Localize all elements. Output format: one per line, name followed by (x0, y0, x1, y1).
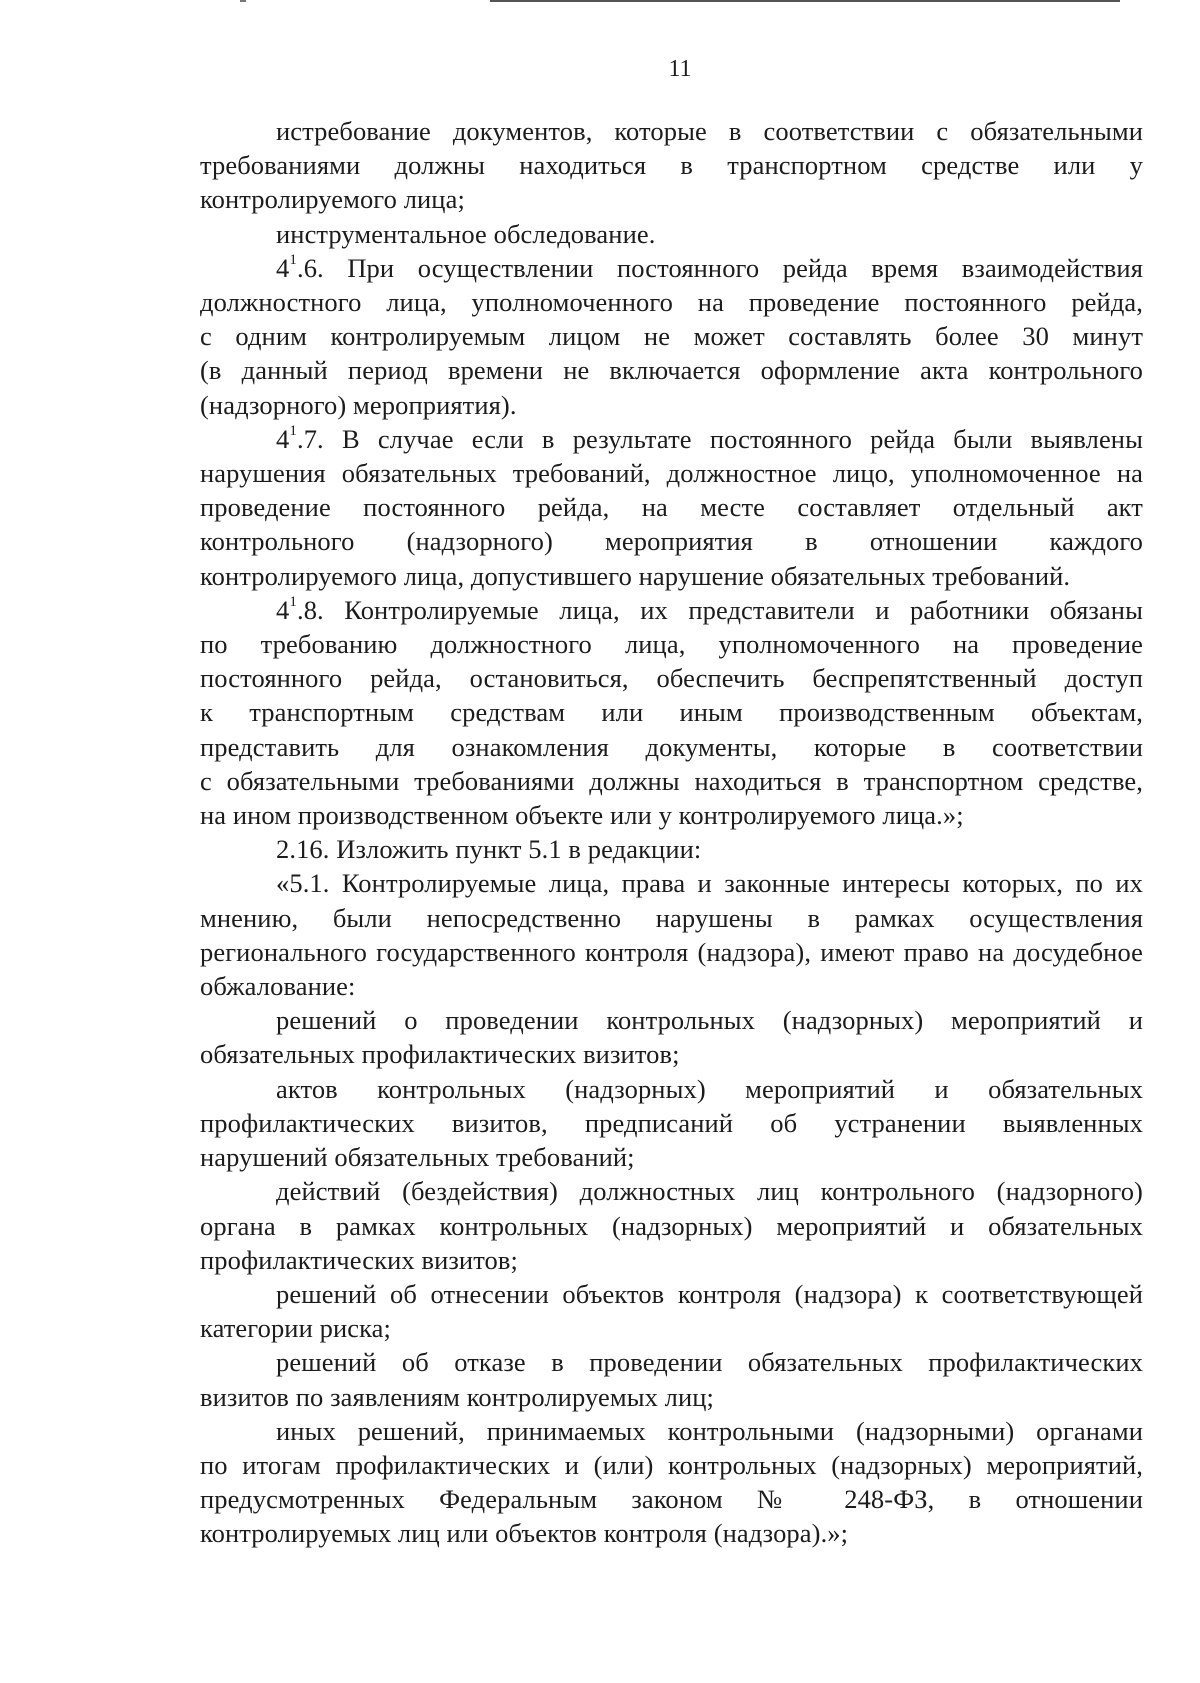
text-line: контролируемых лиц или объектов контроля (надзора).»; (200, 1518, 849, 1549)
clause-superscript: 1 (289, 423, 297, 439)
text-line: по требованию должностного лица, уполномоченного на проведение (200, 629, 1143, 660)
page-number: 11 (668, 56, 692, 82)
text-line: обжалование: (200, 971, 356, 1002)
clause-text: .8. Контролируемые лица, их представители и работники обязаны (296, 594, 1143, 625)
text-line: решений о проведении контрольных (надзорных) мероприятий и (276, 1005, 1143, 1036)
text-line: профилактических визитов, предписаний об устранении выявленных (200, 1107, 1143, 1138)
paragraph (200, 1174, 1143, 1277)
text-line: инструментальное обследование. (276, 218, 656, 249)
text-line: «5.1. Контролируемые лица, права и законные интересы которых, по их (276, 868, 1143, 899)
text-line: решений об отказе в проведении обязательных профилактических (276, 1347, 1143, 1378)
text-line: проведение постоянного рейда, на месте составляет отдельный акт (200, 492, 1143, 523)
text-line (200, 251, 1143, 285)
text-line: (надзорного) мероприятия). (200, 389, 517, 420)
paragraph (200, 866, 1143, 1003)
paragraph (200, 1277, 1143, 1345)
text-line: контрольного (надзорного) мероприятия в отношении каждого (200, 526, 1143, 557)
paragraph (200, 1003, 1143, 1071)
text-line: регионального государственного контроля (надзора), имеют право на досудебное (200, 936, 1143, 967)
text-line: иных решений, принимаемых контрольными (надзорными) органами (276, 1415, 1143, 1446)
clause-number: 4 (276, 594, 290, 625)
text-line: органа в рамках контрольных (надзорных) мероприятий и обязательных (200, 1210, 1143, 1241)
scan-top-rule (490, 0, 1120, 2)
clause-text: .7. В случае если в результате постоянного рейда были выявлены (296, 423, 1143, 454)
paragraph (200, 832, 1143, 866)
paragraph (200, 217, 1143, 251)
clause-superscript: 1 (289, 251, 297, 268)
text-line: контролируемого лица, допустившего нарушение обязательных требований. (200, 560, 1071, 591)
text-line: постоянного рейда, остановиться, обеспечить беспрепятственный доступ (200, 663, 1143, 694)
text-line: нарушения обязательных требований, должностное лицо, уполномоченное на (200, 458, 1143, 489)
text-line: должностного лица, уполномоченного на проведение постоянного рейда, (200, 287, 1143, 318)
text-line: на ином производственном объекте или у контролируемого лица.»; (200, 800, 964, 831)
paragraph (200, 1414, 1143, 1551)
text-line: контролируемого лица; (200, 184, 465, 215)
clause-text: .6. При осуществлении постоянного рейда время взаимодействия (296, 252, 1143, 283)
paragraph (200, 422, 1143, 593)
paragraph (200, 1345, 1143, 1413)
text-line: с одним контролируемым лицом не может составлять более 30 минут (200, 321, 1143, 352)
text-line: к транспортным средствам или иным производственным объектам, (200, 697, 1143, 728)
clause-number: 4 (276, 252, 290, 283)
text-line: действий (бездействия) должностных лиц контрольного (надзорного) (276, 1176, 1143, 1207)
scan-edge-mark (240, 0, 246, 2)
text-line (200, 593, 1143, 627)
text-line: нарушений обязательных требований; (200, 1142, 635, 1173)
text-line: решений об отнесении объектов контроля (надзора) к соответствующей (276, 1278, 1143, 1309)
text-line (200, 422, 1143, 456)
text-line: с обязательными требованиями должны находиться в транспортном средстве, (200, 765, 1143, 796)
text-line: представить для ознакомления документы, которые в соответствии (200, 731, 1143, 762)
paragraph (200, 593, 1143, 832)
text-line: категории риска; (200, 1313, 391, 1344)
text-line: 2.16. Изложить пункт 5.1 в редакции: (276, 834, 702, 865)
text-line: актов контрольных (надзорных) мероприятий и обязательных (276, 1073, 1143, 1104)
paragraph (200, 1072, 1143, 1175)
text-line: обязательных профилактических визитов; (200, 1039, 680, 1070)
text-line: истребование документов, которые в соответствии с обязательными (276, 116, 1143, 146)
clause-number: 4 (276, 423, 290, 454)
paragraph (200, 114, 1143, 217)
text-line: визитов по заявлениям контролируемых лиц; (200, 1381, 715, 1412)
text-line: (в данный период времени не включается оформление акта контрольного (200, 355, 1143, 386)
text-line: профилактических визитов; (200, 1244, 518, 1275)
text-line: требованиями должны находиться в транспортном средстве или у (200, 150, 1143, 181)
document-body (200, 114, 1143, 1551)
text-line: по итогам профилактических и (или) контрольных (надзорных) мероприятий, (200, 1449, 1143, 1480)
text-line: мнению, были непосредственно нарушены в рамках осуществления (200, 902, 1143, 933)
clause-superscript: 1 (289, 594, 297, 611)
text-line: предусмотренных Федеральным законом № 248-ФЗ, в отношении (200, 1484, 1143, 1515)
paragraph (200, 251, 1143, 422)
